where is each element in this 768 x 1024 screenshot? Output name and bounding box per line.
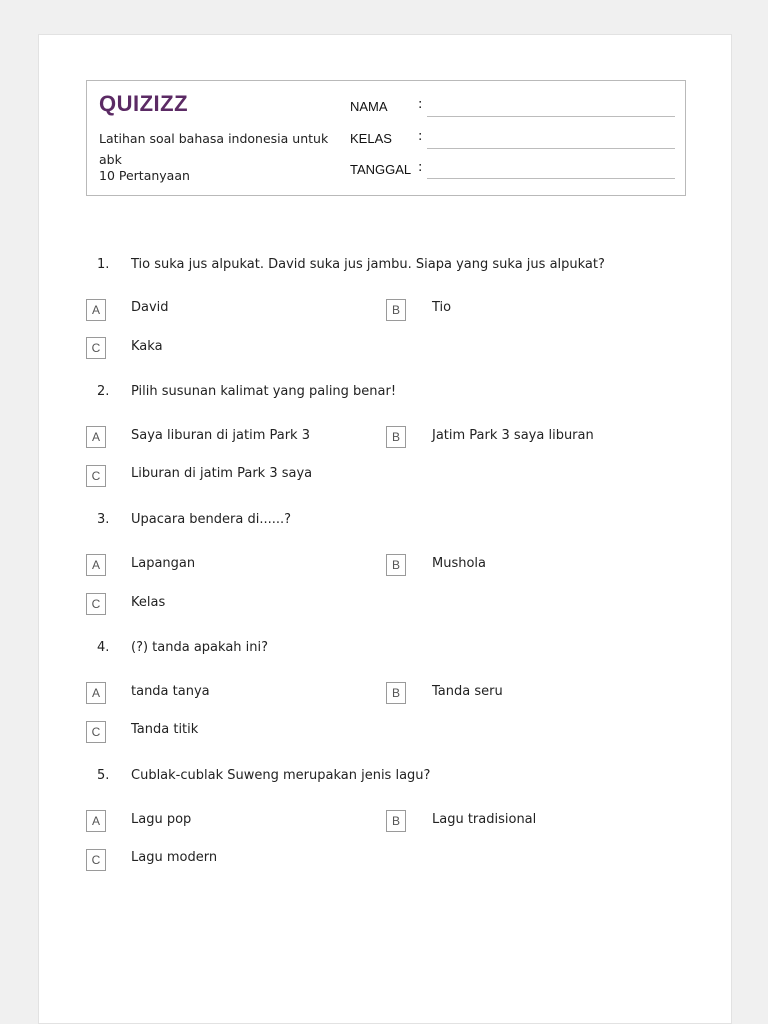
question-number: 2. xyxy=(97,384,110,399)
question-text: Tio suka jus alpukat. David suka jus jambu. Siapa yang suka jus alpukat? xyxy=(131,257,605,272)
question-text: Cublak-cublak Suweng merupakan jenis lagu? xyxy=(131,768,431,783)
quiz-title: Latihan soal bahasa indonesia untuk abk xyxy=(99,131,329,167)
option-text: Lagu modern xyxy=(131,850,218,865)
field-line-kelas[interactable] xyxy=(427,148,675,149)
worksheet-page xyxy=(38,34,732,1024)
question-count: 10 Pertanyaan xyxy=(99,168,190,183)
option-letter-a[interactable]: A xyxy=(86,682,106,704)
field-colon-tanggal: : xyxy=(418,160,423,175)
quizizz-logo: QUIZIZZ xyxy=(99,91,189,116)
option-text: Lapangan xyxy=(131,556,196,571)
option-text: Saya liburan di jatim Park 3 xyxy=(131,428,310,443)
field-colon-kelas: : xyxy=(418,129,423,144)
option-text: Lagu pop xyxy=(131,812,192,827)
option-letter-b[interactable]: B xyxy=(386,554,406,576)
field-label-nama: NAMA xyxy=(350,99,388,114)
option-text: Mushola xyxy=(432,556,486,571)
field-label-tanggal: TANGGAL xyxy=(350,162,412,177)
option-letter-c[interactable]: C xyxy=(86,849,106,871)
question-number: 1. xyxy=(97,257,110,272)
option-text: Tanda titik xyxy=(131,722,199,737)
field-label-kelas: KELAS xyxy=(350,131,392,146)
field-colon-nama: : xyxy=(418,97,423,112)
field-line-nama[interactable] xyxy=(427,116,675,117)
question-number: 5. xyxy=(97,768,110,783)
worksheet-header xyxy=(86,80,686,196)
option-text: Liburan di jatim Park 3 saya xyxy=(131,466,313,481)
question-number: 3. xyxy=(97,512,110,527)
question-text: (?) tanda apakah ini? xyxy=(131,640,269,655)
option-letter-a[interactable]: A xyxy=(86,810,106,832)
option-text: Tanda seru xyxy=(432,684,503,699)
question-text: Upacara bendera di......? xyxy=(131,512,292,527)
option-letter-b[interactable]: B xyxy=(386,299,406,321)
option-letter-a[interactable]: A xyxy=(86,426,106,448)
option-text: David xyxy=(131,300,169,315)
option-letter-a[interactable]: A xyxy=(86,554,106,576)
question-text: Pilih susunan kalimat yang paling benar! xyxy=(131,384,397,399)
option-letter-b[interactable]: B xyxy=(386,810,406,832)
option-letter-c[interactable]: C xyxy=(86,721,106,743)
question-number: 4. xyxy=(97,640,110,655)
option-letter-c[interactable]: C xyxy=(86,337,106,359)
option-letter-a[interactable]: A xyxy=(86,299,106,321)
option-letter-b[interactable]: B xyxy=(386,426,406,448)
option-text: Kaka xyxy=(131,339,163,354)
option-letter-b[interactable]: B xyxy=(386,682,406,704)
option-text: Tio xyxy=(432,300,452,315)
option-text: Lagu tradisional xyxy=(432,812,537,827)
option-text: Kelas xyxy=(131,595,166,610)
option-letter-c[interactable]: C xyxy=(86,465,106,487)
option-text: Jatim Park 3 saya liburan xyxy=(432,428,594,443)
option-text: tanda tanya xyxy=(131,684,210,699)
option-letter-c[interactable]: C xyxy=(86,593,106,615)
field-line-tanggal[interactable] xyxy=(427,178,675,179)
